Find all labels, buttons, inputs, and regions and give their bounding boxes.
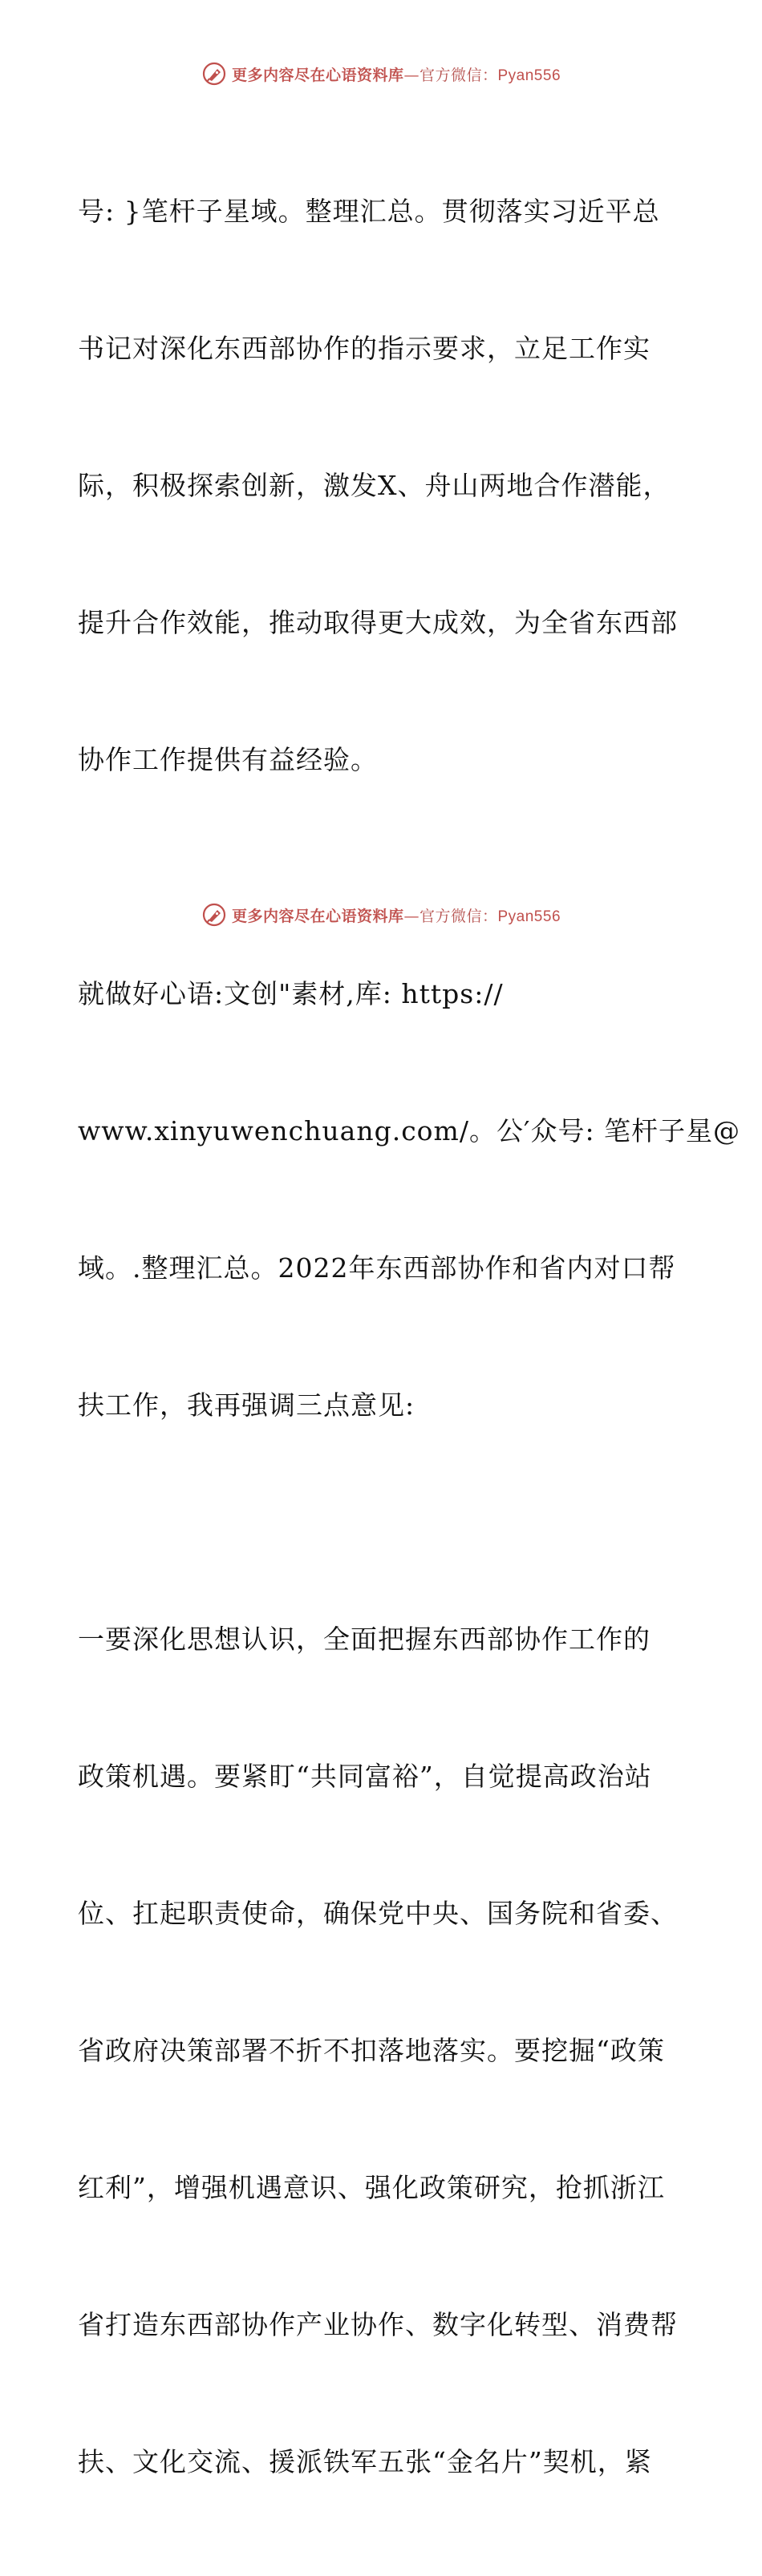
footer-watermark-banner — [0, 899, 762, 931]
text-line: 就做好心语:文创"素材,库: https:// — [78, 978, 504, 1009]
text-line: 一要深化思想认识，全面把握东西部协作工作的 — [78, 1624, 651, 1655]
footer-wechat-label: 官方微信： — [419, 907, 498, 925]
footer-library-name: 更多内容尽在心语资料库 — [231, 907, 404, 925]
text-line: 扶工作，我再强调三点意见: — [78, 1389, 415, 1421]
header-separator: — — [403, 66, 420, 84]
header-wechat-id: Pyan556 — [497, 67, 561, 84]
paragraph-2 — [78, 880, 741, 1519]
text-line: 政策机遇。要紧盯“共同富裕”，自觉提高政治站 — [78, 1761, 652, 1792]
paragraph-1 — [78, 97, 687, 874]
paragraph-3 — [78, 1525, 687, 2576]
text-line: 扶、文化交流、援派铁军五张“金名片”契机，紧 — [78, 2446, 652, 2477]
pen-nib-logo-icon — [201, 61, 227, 87]
footer-separator: — — [403, 907, 420, 925]
text-line: 提升合作效能，推动取得更大成效，为全省东西部 — [78, 607, 678, 638]
text-line: 省政府决策部署不折不扣落地落实。要挖掘“政策 — [78, 2035, 665, 2066]
text-line: 协作工作提供有益经验。 — [78, 744, 378, 775]
pen-nib-logo-icon — [201, 902, 227, 928]
text-line: 省打造东西部协作产业协作、数字化转型、消费帮 — [78, 2309, 678, 2340]
document-body — [78, 97, 741, 2576]
footer-watermark-text — [232, 904, 561, 926]
text-line: 红利”，增强机遇意识、强化政策研究，抢抓浙江 — [78, 2172, 665, 2203]
text-line: 书记对深化东西部协作的指示要求，立足工作实 — [78, 333, 651, 364]
text-line: 号: }笔杆子星域。整理汇总。贯彻落实习近平总 — [78, 196, 660, 227]
header-watermark-text — [232, 63, 561, 85]
header-library-name: 更多内容尽在心语资料库 — [231, 66, 404, 84]
text-line: 域。.整理汇总。2022年东西部协作和省内对口帮 — [78, 1252, 676, 1284]
footer-wechat-id: Pyan556 — [497, 908, 561, 925]
text-line: www.xinyuwenchuang.com/。公′众号: 笔杆子星@ — [78, 1115, 741, 1146]
text-line: 际，积极探索创新，激发X、舟山两地合作潜能， — [78, 470, 671, 501]
text-line: 位、扛起职责使命，确保党中央、国务院和省委、 — [78, 1898, 678, 1929]
header-wechat-label: 官方微信： — [419, 66, 498, 84]
header-watermark-banner — [0, 58, 762, 90]
